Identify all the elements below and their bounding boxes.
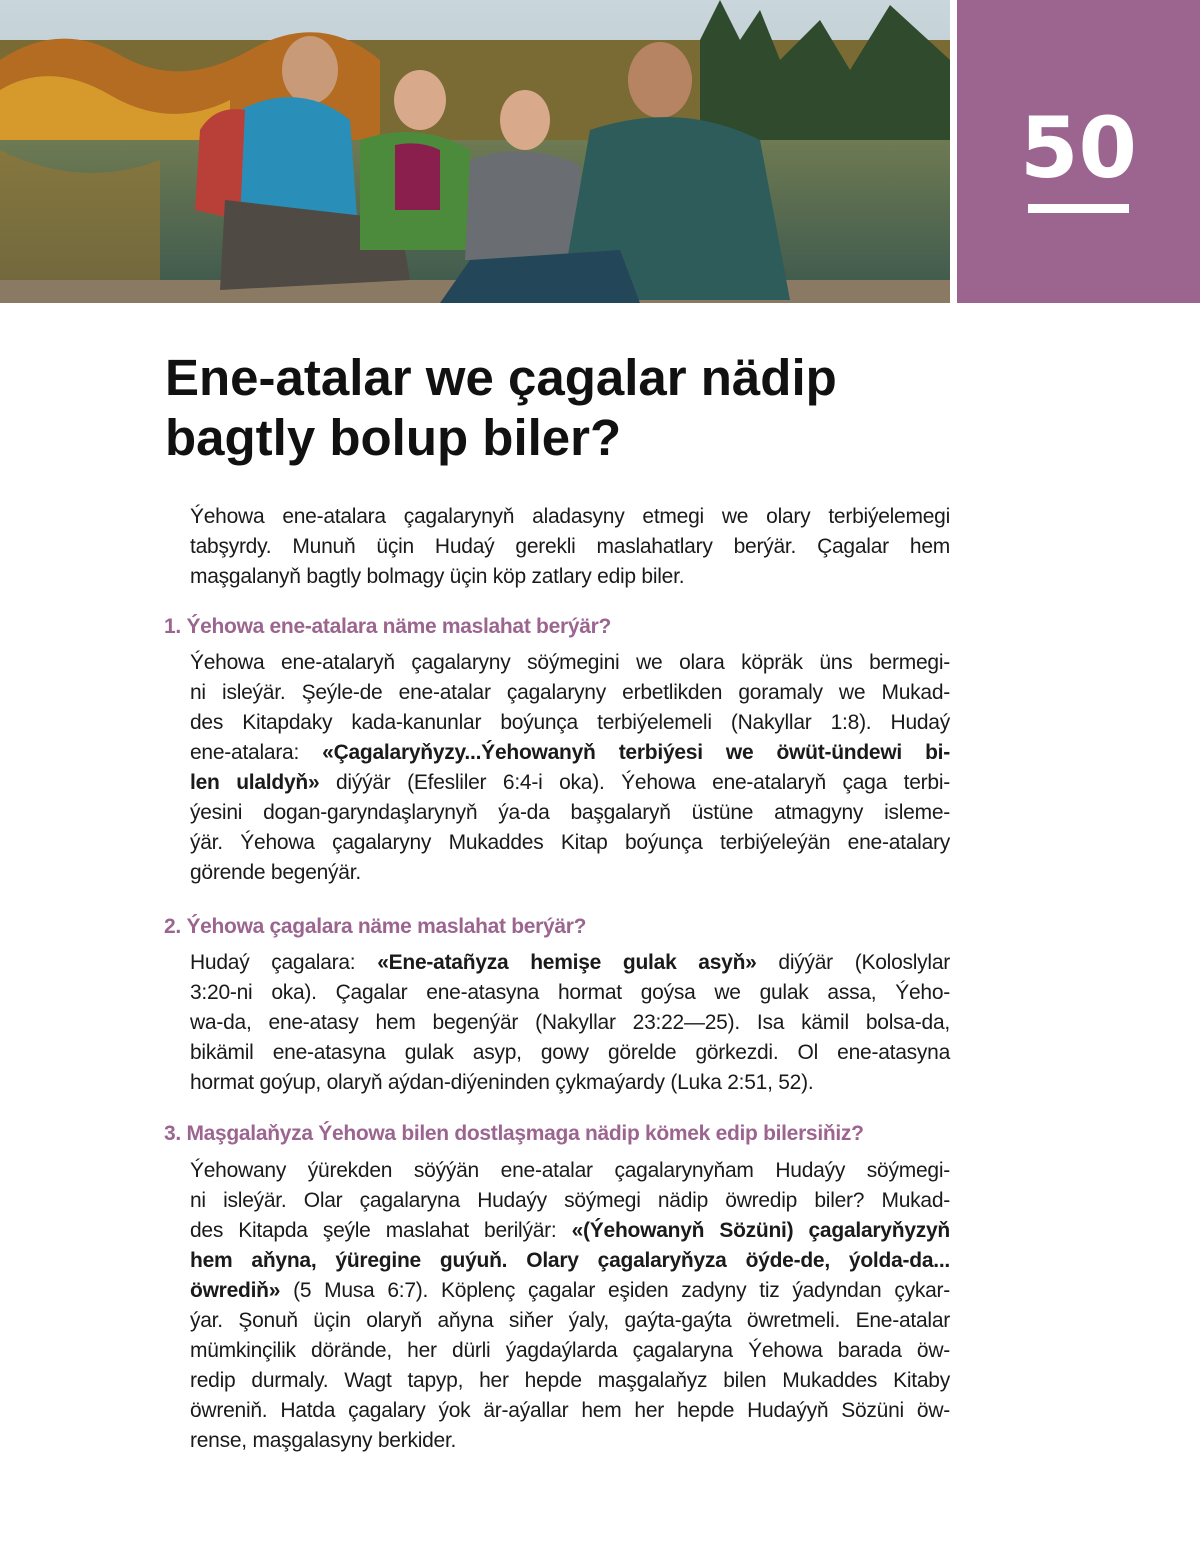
scripture-quote: hem aňyna, ýüregine guýuň. Olary çagalaryňyza öýde-de, ýolda-da... xyxy=(190,1249,950,1272)
text-line xyxy=(190,768,950,798)
text-line xyxy=(190,1276,950,1306)
text-line xyxy=(190,678,950,708)
scripture-quote: öwrediň» xyxy=(190,1279,281,1302)
question-section-1 xyxy=(165,612,955,888)
text-line xyxy=(190,1426,950,1456)
text-line xyxy=(190,648,950,678)
body-text: ni isleýär. Olar çagalaryna Hudaýy söýmegi nädip öwredip biler? Mukad- xyxy=(190,1189,950,1212)
text-line xyxy=(190,502,950,532)
answer-paragraph xyxy=(190,948,950,1098)
body-text: Ýehowa ene-atalaryň çagalaryny söýmegini we olara köpräk üns bermegi- xyxy=(190,651,950,674)
body-text: 3:20-ni oka). Çagalar ene-atasyna hormat goýsa we gulak assa, Ýeho- xyxy=(190,981,950,1004)
body-text: (5 Musa 6:7). Köplenç çagalar eşiden zadyny tiz ýadyndan çykar- xyxy=(280,1279,950,1302)
body-text: Ýehowa ene-atalara çagalarynyň aladasyny etmegi we olary terbiýelemegi xyxy=(190,505,950,528)
title-line: Ene-atalar we çagalar nädip xyxy=(165,349,837,406)
text-line xyxy=(190,1396,950,1426)
scripture-quote: «Çagalaryňyzy...Ýehowanyň terbiýesi we öwüt-ündewi bi- xyxy=(322,741,950,764)
question-heading: 1. Ýehowa ene-atalara näme maslahat berýär? xyxy=(164,615,611,638)
body-text: ene-atalara: xyxy=(190,741,323,764)
body-text: mümkinçilik dörände, her dürli ýagdaýlarda çagalaryna Ýehowa barada öw- xyxy=(190,1339,950,1362)
text-line xyxy=(190,1336,950,1366)
text-line xyxy=(190,1186,950,1216)
text-line xyxy=(190,1038,950,1068)
answer-paragraph xyxy=(190,648,950,888)
text-line xyxy=(190,828,950,858)
text-line xyxy=(190,978,950,1008)
badge-underline xyxy=(1028,204,1129,213)
text-line xyxy=(190,708,950,738)
text-line xyxy=(190,1366,950,1396)
text-line xyxy=(190,1156,950,1186)
body-text: redip durmaly. Wagt tapyp, her hepde maşgalaňyz bilen Mukaddes Kitaby xyxy=(190,1369,950,1392)
body-text: des Kitapda şeýle maslahat berilýär: xyxy=(190,1219,572,1242)
text-line xyxy=(190,562,950,592)
family-photo xyxy=(0,0,950,303)
scripture-quote: «Ene-atañyza hemişe gulak asyň» xyxy=(377,951,757,974)
body-text: des Kitapdaky kada-kanunlar boýunça terbiýelemeli (Nakyllar 1:8). Hudaý xyxy=(190,711,950,734)
text-line xyxy=(190,532,950,562)
body-text: diýýär (Koloslylar xyxy=(756,951,951,974)
text-line xyxy=(190,738,950,768)
text-line xyxy=(190,1246,950,1276)
text-line xyxy=(190,948,950,978)
body-text: öwreniň. Hatda çagalary ýok är-aýallar hem her hepde Hudaýyň Sözüni öw- xyxy=(190,1399,950,1422)
body-text: ýar. Şonuň üçin olaryň aňyna siňer ýaly, gaýta-gaýta öwretmeli. Ene-atalar xyxy=(190,1309,950,1332)
body-text: ýesini dogan-garyndaşlarynyň ýa-da başgalaryň üstüne atmagyny isleme- xyxy=(190,801,950,824)
lesson-number-badge xyxy=(957,0,1200,303)
intro-paragraph xyxy=(190,502,950,592)
body-text: Ýehowany ýürekden söýýän ene-atalar çagalarynyňam Hudaýy söýmegi- xyxy=(190,1159,950,1182)
text-line xyxy=(190,1068,950,1098)
intro-section xyxy=(165,502,955,592)
scripture-quote: «(Ýehowanyň Sözüni) çagalaryňyzyň xyxy=(571,1219,950,1242)
question-heading: 2. Ýehowa çagalara näme maslahat berýär? xyxy=(164,915,587,938)
body-text: ni isleýär. Şeýle-de ene-atalar çagalaryny erbetlikden goramaly we Mukad- xyxy=(190,681,950,704)
body-text: bikämil ene-atasyna gulak asyp, gowy görelde görkezdi. Ol ene-atasyna xyxy=(190,1041,950,1064)
body-text: ýär. Ýehowa çagalaryny Mukaddes Kitap boýunça terbiýeleýän ene-atalary xyxy=(190,831,950,854)
body-text: diýýär (Efesliler 6:4-i oka). Ýehowa ene-atalaryň çaga terbi- xyxy=(319,771,950,794)
text-line xyxy=(190,1216,950,1246)
lesson-number: 50 xyxy=(1020,99,1137,197)
question-section-3 xyxy=(165,1119,955,1456)
question-heading: 3. Maşgalaňyza Ýehowa bilen dostlaşmaga nädip kömek edip bilersiňiz? xyxy=(164,1122,864,1145)
body-text: wa-da, ene-atasy hem begenýär (Nakyllar 23:22—25). Isa kämil bolsa-da, xyxy=(190,1011,950,1034)
scripture-quote: len ulaldyň» xyxy=(190,771,320,794)
page-title xyxy=(165,348,965,468)
text-line xyxy=(190,1008,950,1038)
body-text: rense, maşgalasyny berkider. xyxy=(190,1429,457,1452)
body-text: hormat goýup, olaryň aýdan-diýeninden çykmaýardy (Luka 2:51, 52). xyxy=(190,1071,814,1094)
body-text: maşgalanyň bagtly bolmagy üçin köp zatlary edip biler. xyxy=(190,565,685,588)
text-line xyxy=(190,1306,950,1336)
body-text: görende begenýär. xyxy=(190,861,361,884)
question-section-2 xyxy=(165,912,955,1098)
text-line xyxy=(190,798,950,828)
title-line: bagtly bolup biler? xyxy=(165,409,622,466)
answer-paragraph xyxy=(190,1156,950,1456)
text-line xyxy=(190,858,950,888)
body-text: tabşyrdy. Munuň üçin Hudaý gerekli maslahatlary berýär. Çagalar hem xyxy=(190,535,950,558)
body-text: Hudaý çagalara: xyxy=(190,951,378,974)
